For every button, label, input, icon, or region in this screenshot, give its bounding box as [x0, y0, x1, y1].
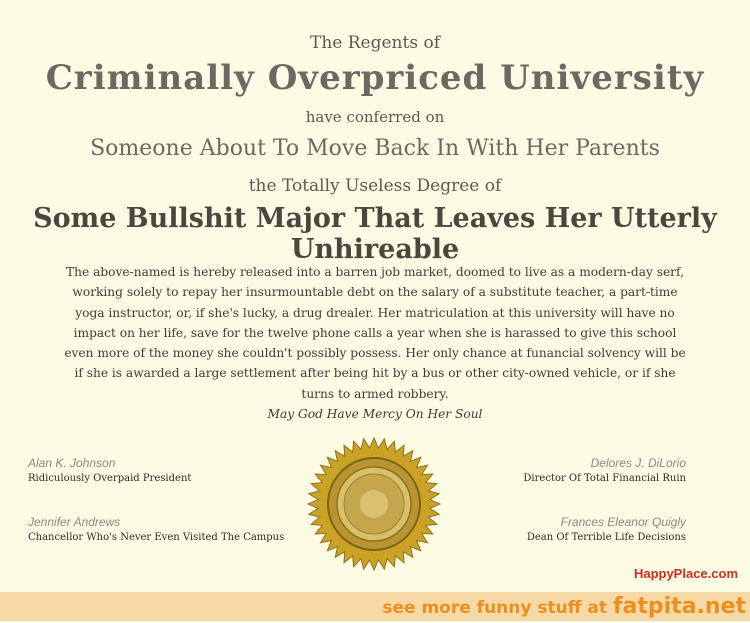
signature-name: Delores J. DiLorio — [590, 456, 686, 470]
body-paragraph: The above-named is hereby released into a barren job market, doomed to live as a modern-day serf, working solely to repay her insurmountable debt on the salary of a substitute teacher, a part-time yoga instructor, or, if she's lucky, a drug drealer. Her matriculation at this university will have no impact on her life, save for the twelve phone calls a year when she is harassed to give this school even more of the money she couldn't possibly possess. Her only chance at funancial solvency will be if she is awarded a large settlement after being hit by a bus or other city-owned vehicle, or if she turns to armed robbery. — [64, 265, 686, 401]
signature-title: Director Of Total Financial Ruin — [523, 473, 686, 484]
signature-dean — [527, 515, 686, 543]
gold-seal-icon — [306, 436, 442, 572]
signature-name: Alan K. Johnson — [28, 456, 116, 470]
regents-line: The Regents of — [310, 33, 440, 53]
happyplace-logo: HappyPlace.com — [633, 566, 738, 581]
signature-title: Dean Of Terrible Life Decisions — [526, 532, 686, 543]
signature-title: Ridiculously Overpaid President — [28, 473, 192, 484]
signature-name: Frances Eleanor Quigly — [560, 515, 686, 529]
closing-line: May God Have Mercy On Her Soul — [267, 407, 483, 422]
footer-banner — [0, 592, 750, 621]
degree-name: Some Bullshit Major That Leaves Her Utterly Unhireable — [33, 203, 717, 265]
signature-title: Chancellor Who's Never Even Visited The Campus — [28, 532, 285, 543]
signature-chancellor — [28, 515, 284, 543]
university-name: Criminally Overpriced University — [45, 58, 705, 98]
diploma-body — [60, 262, 690, 424]
signature-name: Jennifer Andrews — [28, 515, 121, 529]
signature-president — [28, 456, 191, 484]
footer-prefix: see more funny stuff at — [382, 598, 613, 618]
signature-director — [523, 456, 686, 484]
degree-intro: the Totally Useless Degree of — [248, 176, 502, 196]
recipient-name: Someone About To Move Back In With Her Parents — [90, 136, 660, 161]
footer-link[interactable] — [382, 592, 746, 621]
conferred-line: have conferred on — [305, 108, 445, 126]
footer-site: fatpita.net — [612, 594, 746, 619]
